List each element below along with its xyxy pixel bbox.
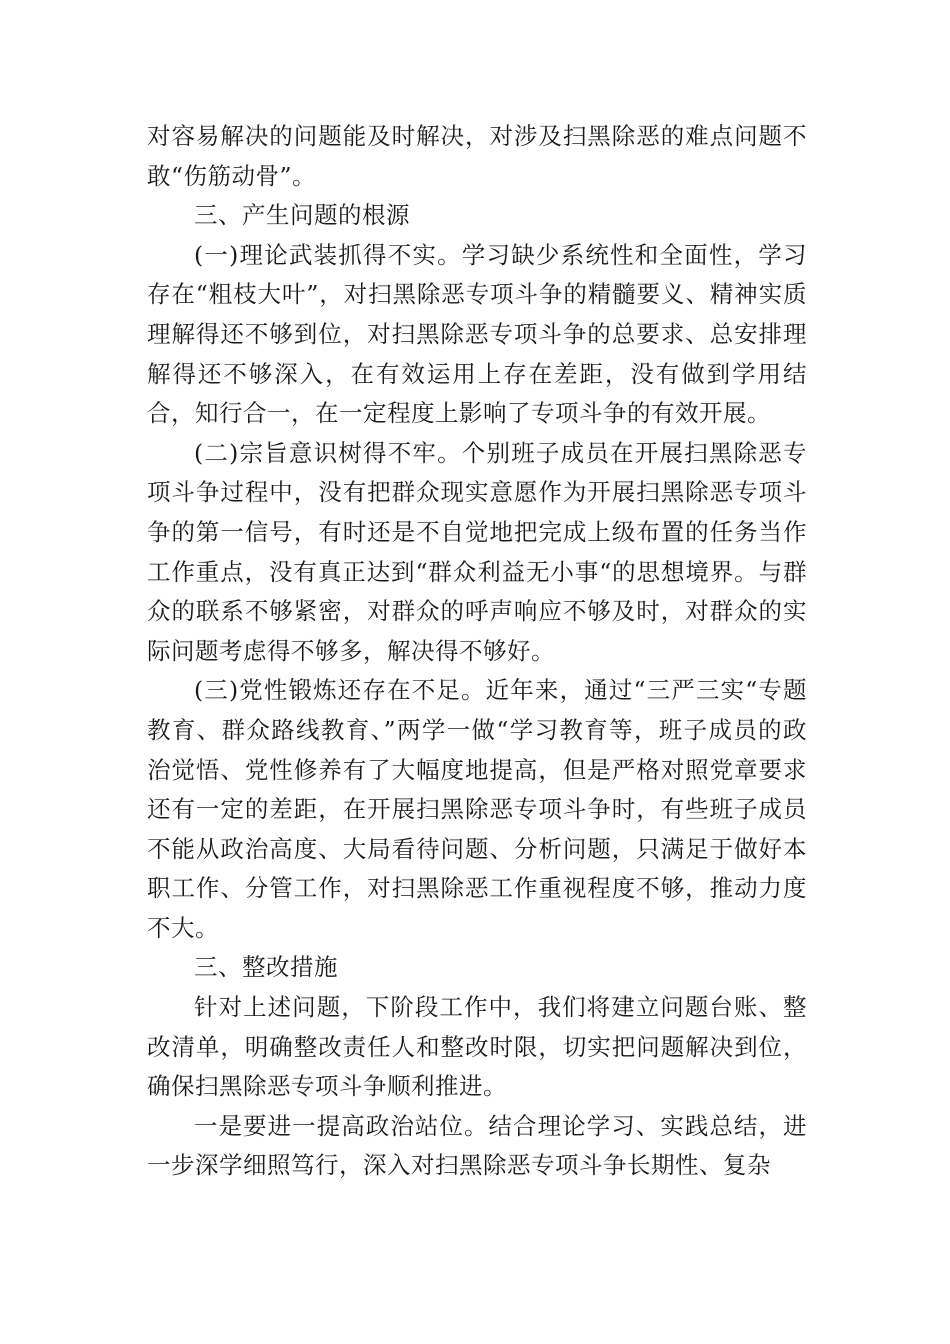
paragraph-purpose: (二)宗旨意识树得不牢。个别班子成员在开展扫黑除恶专项斗争过程中，没有把群众现实意愿作为开展扫黑除恶专项斗争的第一信号，有时还是不自觉地把完成上级布置的任务当作工作重点，没有真正达到“群众利益无小事“的思想境界。与群众的联系不够紧密，对群众的呼声响应不够及时，对群众的实际问题考虑得不够多，解决得不够好。 (147, 438, 807, 665)
paragraph-theory: (一)理论武装抓得不实。学习缺少系统性和全面性，学习存在“粗枝大叶”，对扫黑除恶专项斗争的精髓要义、精神实质理解得还不够到位，对扫黑除恶专项斗争的总要求、总安排理解得还不够深入，在有效运用上存在差距，没有做到学用结合，知行合一，在一定程度上影响了专项斗争的有效开展。 (147, 240, 807, 428)
paragraph-rectification: 针对上述问题，下阶段工作中，我们将建立问题台账、整改清单，明确整改责任人和整改时限，切实把问题解决到位，确保扫黑除恶专项斗争顺利推进。 (147, 993, 807, 1101)
section-heading-measures: 三、整改措施 (194, 953, 338, 982)
paragraph-party-spirit: (三)党性锻炼还存在不足。近年来，通过“三严三实“专题教育、群众路线教育、”两学一做“学习教育等，班子成员的政治觉悟、党性修养有了大幅度地提高，但是严格对照党章要求还有一定的差距，在开展扫黑除恶专项斗争时，有些班子成员不能从政治高度、大局看待问题、分析问题，只满足于做好本职工作、分管工作，对扫黑除恶工作重视程度不够，推动力度不大。 (147, 676, 807, 942)
paragraph-continuation: 对容易解决的问题能及时解决，对涉及扫黑除恶的难点问题不敢“伤筋动骨”。 (147, 122, 807, 190)
paragraph-political-stance: 一是要进一提高政治站位。结合理论学习、实践总结，进一步深学细照笃行，深入对扫黑除恶专项斗争长期性、复杂 (147, 1111, 807, 1180)
document-body (147, 117, 807, 1186)
section-heading-root-causes: 三、产生问题的根源 (194, 201, 410, 230)
